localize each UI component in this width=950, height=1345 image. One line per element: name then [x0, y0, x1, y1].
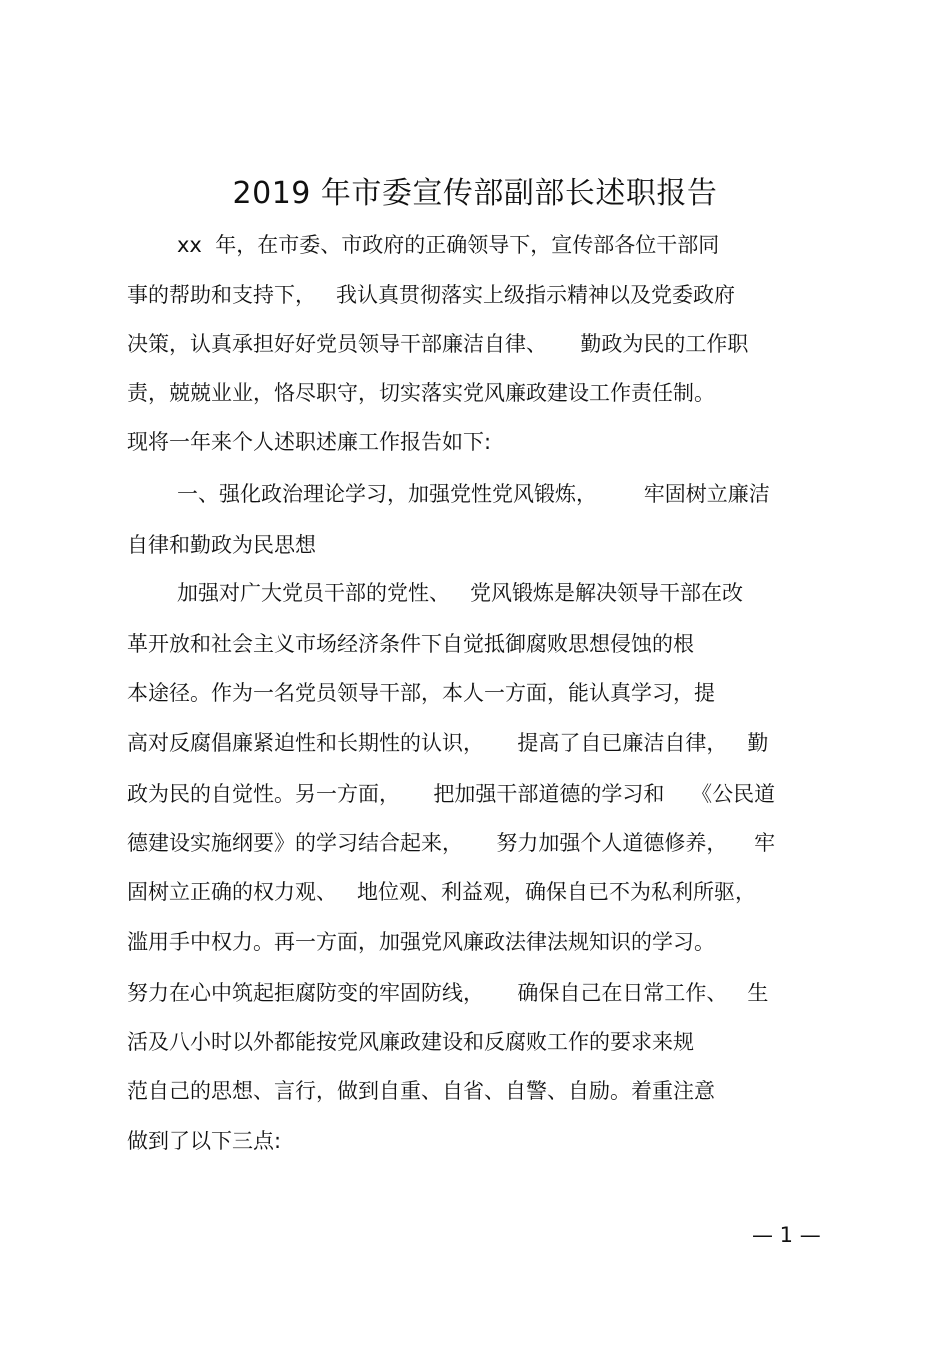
document-title: 2019 年市委宣传部副部长述职报告 [232, 176, 718, 211]
paragraph-line: 做到了以下三点: [127, 1129, 282, 1153]
paragraph-line: xx 年，在市委、市政府的正确领导下，宣传部各位干部同 [177, 233, 720, 257]
paragraph-line: 固树立正确的权力观、 地位观、利益观，确保自已不为私利所驱， [127, 880, 757, 904]
paragraph-line: 政为民的自觉性。另一方面， 把加强干部道德的学习和 《公民道 [127, 782, 776, 806]
paragraph-line: 事的帮助和支持下， 我认真贯彻落实上级指示精神以及党委政府 [127, 283, 736, 307]
section-heading-line: 一、强化政治理论学习，加强党性党风锻炼， 牢固树立廉洁 [177, 482, 770, 506]
paragraph-line: 决策，认真承担好好党员领导干部廉洁自律、 勤政为民的工作职 [127, 332, 749, 356]
paragraph-line: 范自己的思想、言行，做到自重、自省、自警、自励。着重注意 [127, 1079, 715, 1103]
paragraph-line: 责，兢兢业业，恪尽职守，切实落实党风廉政建设工作责任制。 [127, 381, 715, 405]
paragraph-line: 德建设实施纲要》的学习结合起来， 努力加强个人道德修养， 牢 [127, 831, 776, 855]
page-number: — 1 — [752, 1223, 821, 1247]
paragraph-line: 革开放和社会主义市场经济条件下自觉抵御腐败思想侵蚀的根 [127, 632, 694, 656]
paragraph-line: 现将一年来个人述职述廉工作报告如下: [127, 430, 492, 454]
paragraph-line: 活及八小时以外都能按党风廉政建设和反腐败工作的要求来规 [127, 1030, 694, 1054]
paragraph-line: 努力在心中筑起拒腐防变的牢固防线， 确保自己在日常工作、 生 [127, 981, 769, 1005]
paragraph-line: 高对反腐倡廉紧迫性和长期性的认识， 提高了自已廉洁自律， 勤 [127, 731, 769, 755]
paragraph-line: 加强对广大党员干部的党性、 党风锻炼是解决领导干部在改 [177, 581, 744, 605]
paragraph-line: 滥用手中权力。再一方面，加强党风廉政法律法规知识的学习。 [127, 930, 715, 954]
paragraph-line: 本途径。作为一名党员领导干部，本人一方面，能认真学习，提 [127, 681, 715, 705]
section-heading-line: 自律和勤政为民思想 [127, 533, 316, 557]
